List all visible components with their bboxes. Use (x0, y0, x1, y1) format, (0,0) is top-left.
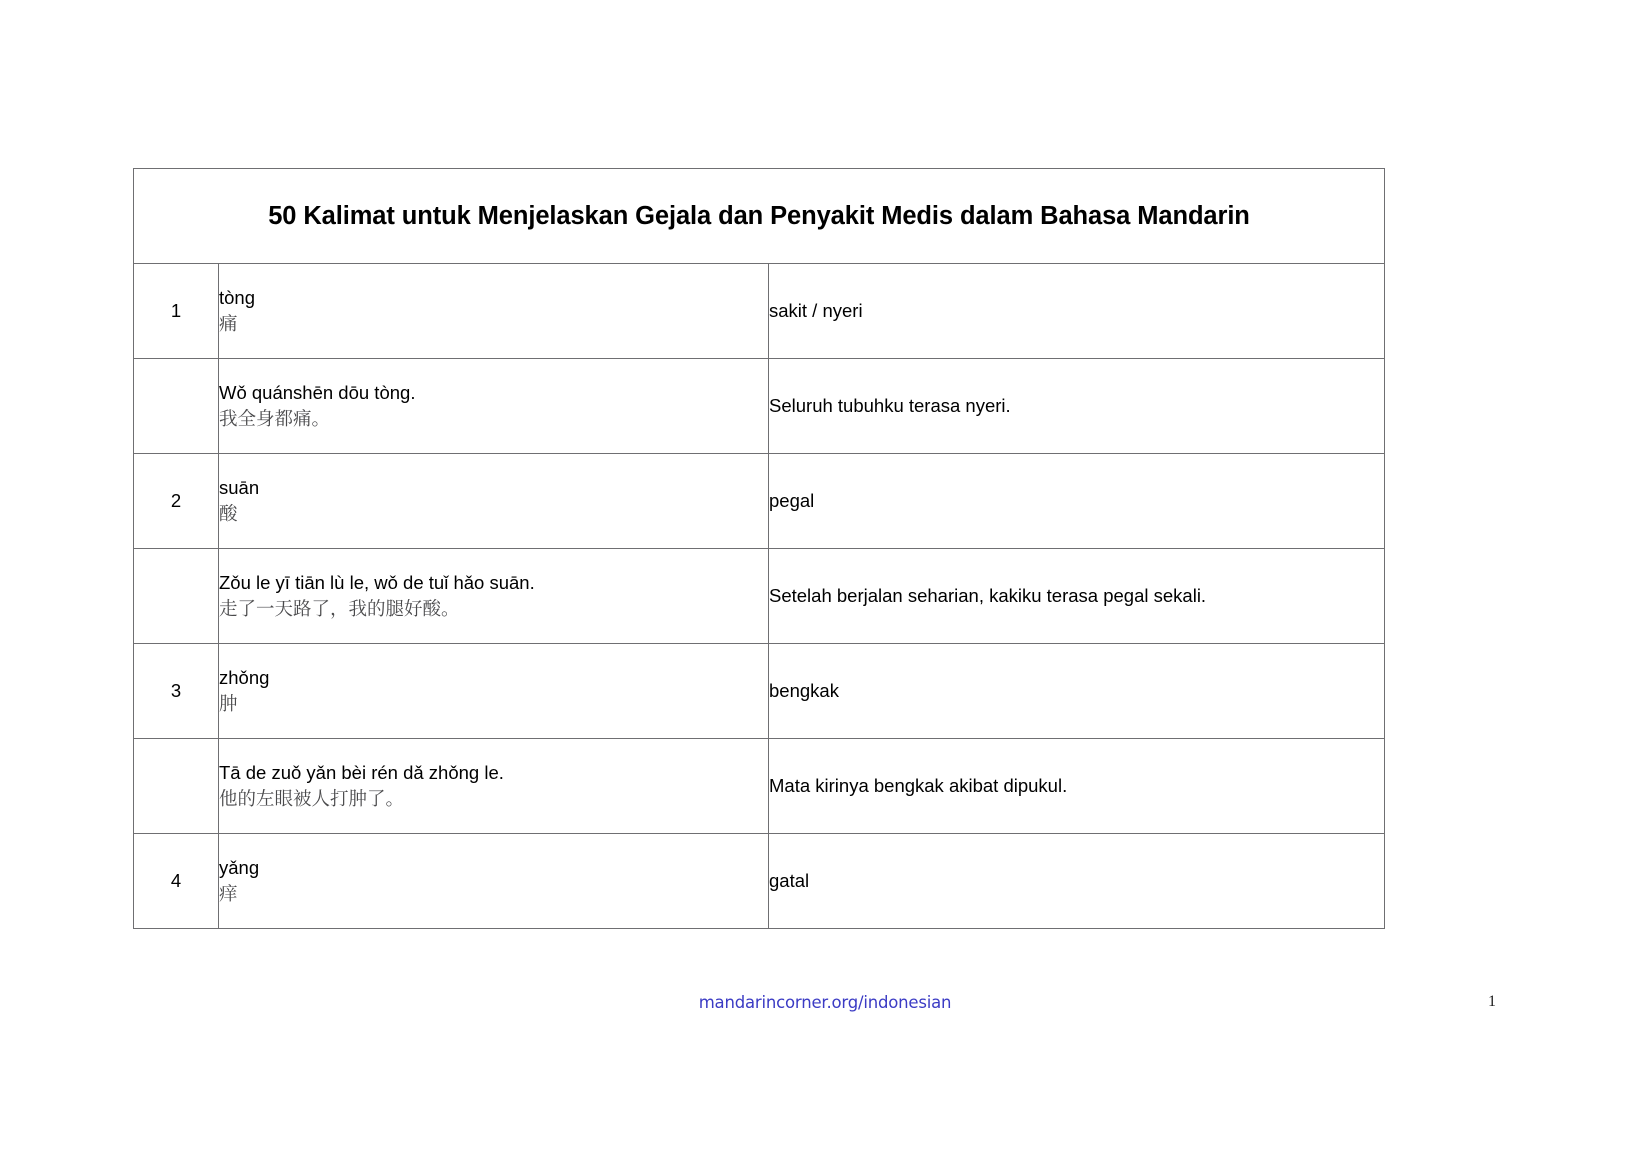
row-number: 4 (134, 834, 219, 929)
row-number: 1 (134, 264, 219, 359)
table-row (134, 454, 1385, 549)
term-cell (219, 834, 769, 929)
pinyin-text: Zǒu le yī tiān lù le, wǒ de tuǐ hǎo suān. (219, 571, 535, 593)
term-cell (219, 359, 769, 454)
hanzi-text: 我全身都痛。 (219, 408, 331, 430)
translation-text: Seluruh tubuhku terasa nyeri. (769, 359, 1385, 454)
translation-text: Mata kirinya bengkak akibat dipukul. (769, 739, 1385, 834)
document-title-cell (134, 169, 1385, 264)
term-cell (219, 549, 769, 644)
translation-text: bengkak (769, 644, 1385, 739)
term-cell (219, 454, 769, 549)
table-row (134, 264, 1385, 359)
row-number (134, 359, 219, 454)
pinyin-text: suān (219, 476, 260, 498)
row-number (134, 739, 219, 834)
translation-text: Setelah berjalan seharian, kakiku terasa pegal sekali. (769, 549, 1385, 644)
table-row (134, 739, 1385, 834)
translation-text: pegal (769, 454, 1385, 549)
page-number: 1 (1488, 993, 1496, 1010)
hanzi-text: 他的左眼被人打肿了。 (219, 788, 405, 810)
hanzi-text: 痛 (219, 313, 238, 335)
pinyin-text: zhǒng (219, 666, 270, 688)
hanzi-text: 肿 (219, 693, 238, 715)
row-number (134, 549, 219, 644)
page-title: 50 Kalimat untuk Menjelaskan Gejala dan Penyakit Medis dalam Bahasa Mandarin (268, 201, 1250, 230)
translation-text: sakit / nyeri (769, 264, 1385, 359)
term-cell (219, 739, 769, 834)
row-number: 2 (134, 454, 219, 549)
table-header-row (134, 169, 1385, 264)
pinyin-text: tòng (219, 286, 256, 308)
table-row (134, 549, 1385, 644)
term-cell (219, 264, 769, 359)
footer-website-link[interactable]: mandarincorner.org/indonesian (698, 993, 952, 1012)
row-number: 3 (134, 644, 219, 739)
vocabulary-table (133, 168, 1385, 929)
table-row (134, 834, 1385, 929)
translation-text: gatal (769, 834, 1385, 929)
pinyin-text: yǎng (219, 856, 260, 878)
table-row (134, 359, 1385, 454)
hanzi-text: 痒 (219, 883, 238, 905)
table-row (134, 644, 1385, 739)
hanzi-text: 走了一天路了，我的腿好酸。 (219, 598, 460, 620)
pinyin-text: Tā de zuǒ yǎn bèi rén dǎ zhǒng le. (219, 761, 504, 783)
hanzi-text: 酸 (219, 503, 238, 525)
table-body (134, 169, 1385, 929)
term-cell (219, 644, 769, 739)
pinyin-text: Wǒ quánshēn dōu tòng. (219, 381, 416, 403)
